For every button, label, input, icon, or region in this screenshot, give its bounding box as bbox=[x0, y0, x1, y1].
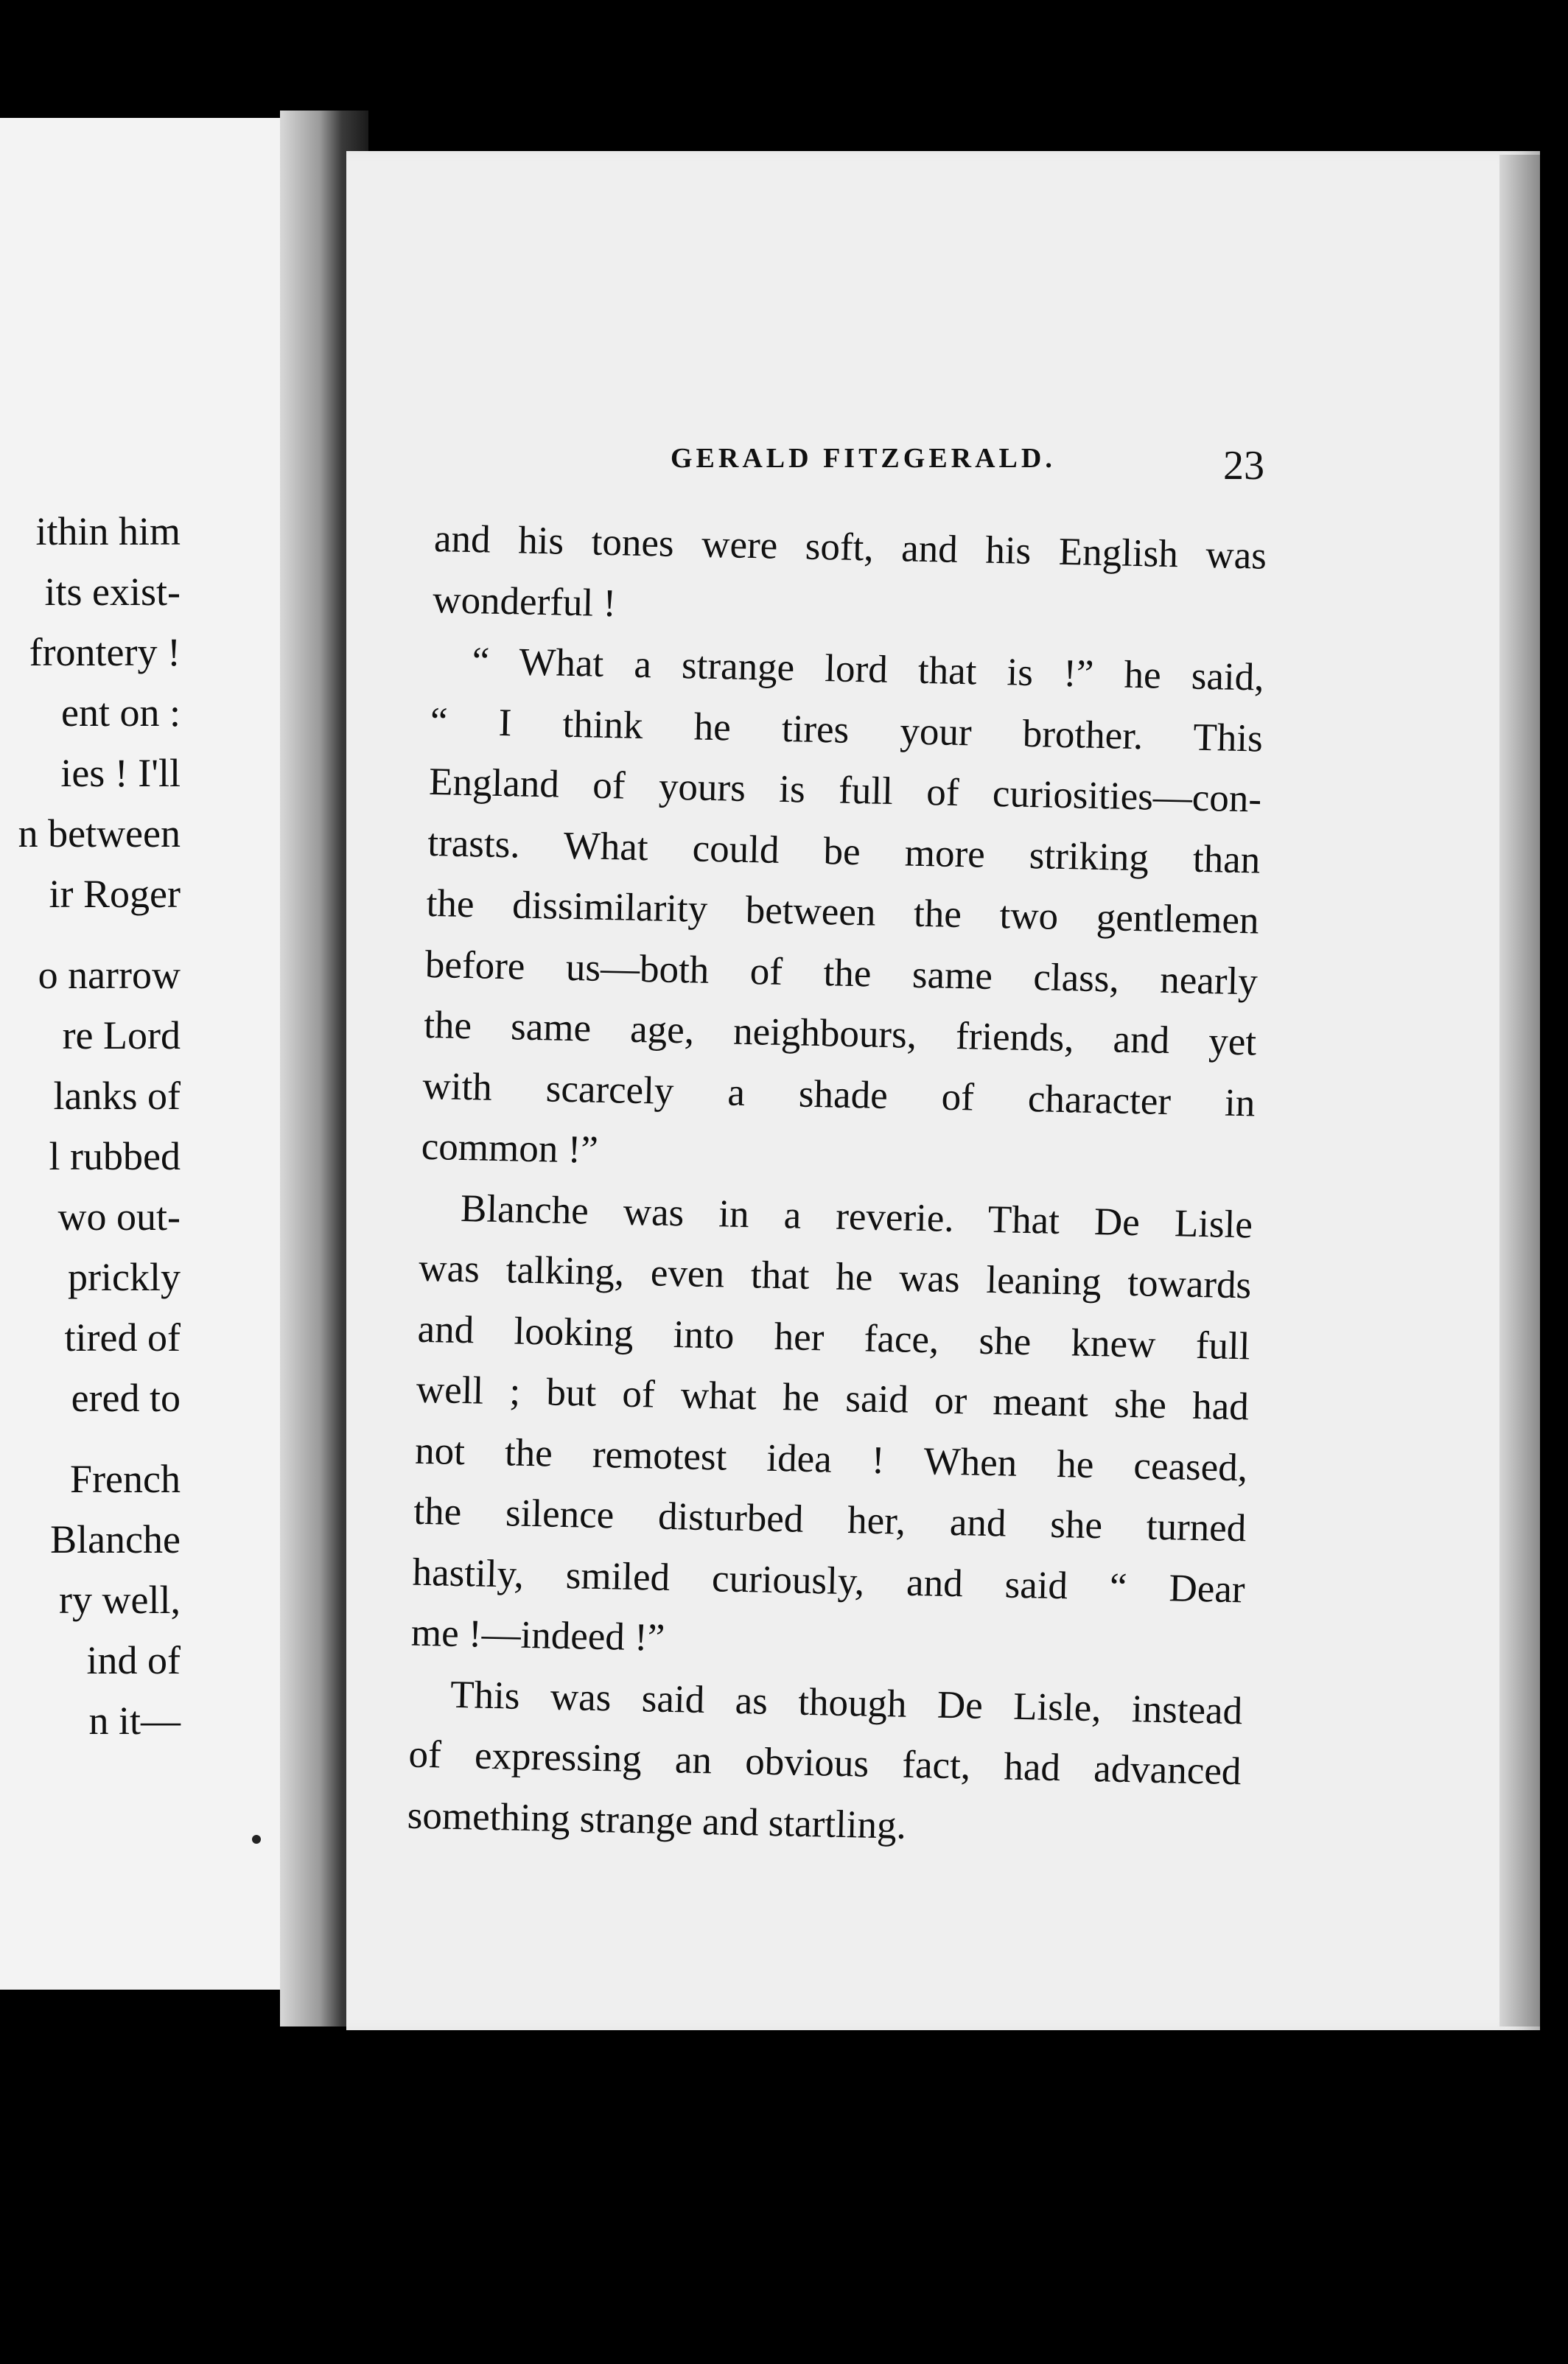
text-line: something strange and startling. bbox=[407, 1794, 907, 1847]
previous-page-line: ies ! I'll bbox=[60, 751, 181, 795]
previous-page-line: its exist- bbox=[44, 570, 181, 614]
page-body-text bbox=[407, 508, 1267, 1863]
previous-page-line: prickly bbox=[68, 1255, 181, 1299]
previous-page-line: n it— bbox=[88, 1699, 181, 1743]
text-line: before us—both of the same class, nearly bbox=[424, 943, 1259, 1004]
previous-page-line: ir Roger bbox=[49, 872, 181, 916]
previous-page-line: Blanche bbox=[50, 1517, 181, 1562]
paragraph-gap bbox=[0, 924, 181, 945]
page-edge bbox=[1499, 155, 1540, 2026]
ink-speck bbox=[252, 1835, 261, 1844]
text-line: common !” bbox=[421, 1125, 599, 1172]
previous-page-line: lanks of bbox=[53, 1074, 181, 1118]
text-line: with scarcely a shade of character in bbox=[421, 1064, 1256, 1125]
text-line: the same age, neighbours, friends, and yet bbox=[423, 1003, 1257, 1064]
previous-page-line: ry well, bbox=[59, 1578, 181, 1622]
text-line: “ What a strange lord that is !” he said, bbox=[472, 640, 1265, 699]
previous-page-line: l rubbed bbox=[49, 1134, 181, 1178]
text-line: me !—indeed !” bbox=[410, 1611, 665, 1660]
text-line: was talking, even that he was leaning towards bbox=[418, 1246, 1252, 1307]
paragraph bbox=[407, 1663, 1243, 1863]
previous-page-line: ent on : bbox=[61, 690, 181, 735]
previous-page-line: ithin him bbox=[35, 509, 181, 553]
text-line: and looking into her face, she knew full bbox=[417, 1307, 1251, 1368]
text-line: England of yours is full of curiosities—con- bbox=[428, 760, 1262, 821]
text-line: wonderful ! bbox=[432, 578, 617, 625]
text-line: the silence disturbed her, and she turned bbox=[413, 1489, 1247, 1550]
previous-page-line: frontery ! bbox=[29, 630, 181, 674]
text-line: Blanche was in a reverie. That De Lisle bbox=[460, 1186, 1253, 1246]
text-line: well ; but of what he said or meant she had bbox=[416, 1368, 1250, 1429]
previous-page-line: French bbox=[70, 1457, 181, 1501]
previous-page-line: tired of bbox=[64, 1315, 181, 1360]
paragraph bbox=[410, 1177, 1253, 1681]
running-head-title: GERALD FITZGERALD. bbox=[671, 443, 1056, 474]
text-line: and his tones were soft, and his English was bbox=[433, 517, 1267, 578]
previous-page-line: re Lord bbox=[62, 1013, 181, 1057]
previous-page-text bbox=[0, 501, 181, 1751]
text-line: the dissimilarity between the two gentlemen bbox=[426, 881, 1260, 943]
paragraph bbox=[421, 630, 1264, 1195]
paragraph-gap bbox=[0, 1428, 181, 1449]
previous-page-line: o narrow bbox=[38, 953, 181, 997]
page-number: 23 bbox=[1223, 443, 1264, 489]
text-line: This was said as though De Lisle, instead bbox=[449, 1673, 1243, 1732]
paragraph bbox=[433, 508, 1267, 648]
text-line: not the remotest idea ! When he ceased, bbox=[414, 1429, 1248, 1489]
previous-page-line: n between bbox=[18, 811, 181, 856]
text-line: hastily, smiled curiously, and said “ Dear bbox=[412, 1550, 1246, 1611]
text-line: “ I think he tires your brother. This bbox=[430, 699, 1264, 760]
previous-page-line: ered to bbox=[71, 1376, 181, 1420]
previous-page-line: ind of bbox=[86, 1638, 181, 1682]
previous-page-line: wo out- bbox=[57, 1195, 181, 1239]
text-line: of expressing an obvious fact, had advanced bbox=[407, 1732, 1242, 1794]
text-line: trasts. What could be more striking than bbox=[427, 821, 1261, 882]
